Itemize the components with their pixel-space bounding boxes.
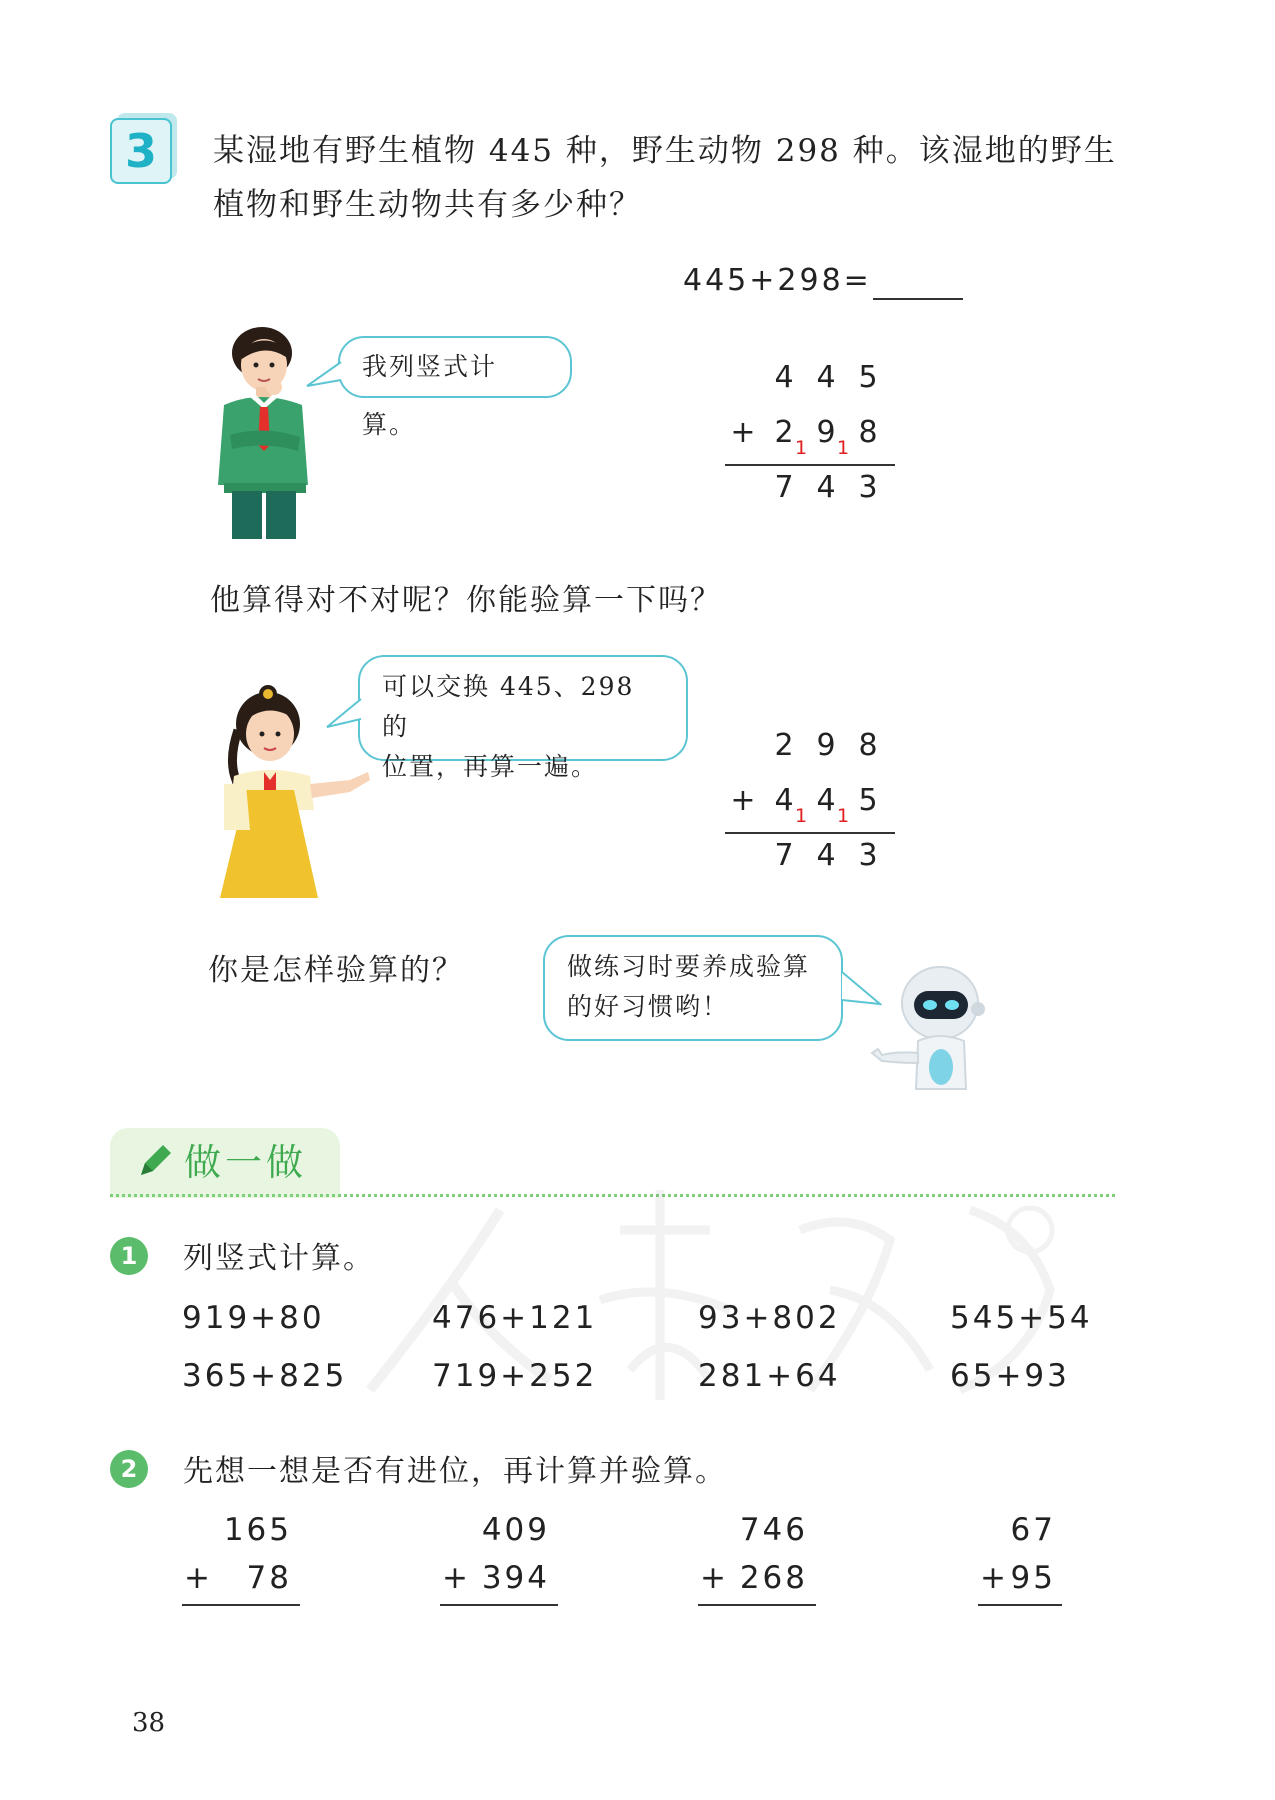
plus-sign: + [730, 415, 756, 450]
robot-bubble-line1: 做练习时要养成验算 [567, 952, 811, 981]
calc-problem: 719+252 [432, 1358, 598, 1394]
sum-line [182, 1604, 300, 1606]
calc-problem: 93+802 [698, 1300, 841, 1336]
calc-problem: 476+121 [432, 1300, 598, 1336]
girl-bubble-line2: 位置，再算一遍。 [382, 752, 599, 781]
vertical-calc-2 [730, 728, 890, 878]
vertical-problem [182, 1512, 300, 1612]
digit: 5 [858, 360, 878, 395]
plus-sign: + [700, 1560, 729, 1596]
sum-line [440, 1604, 558, 1606]
carry-mark: 1 [836, 805, 850, 827]
digit: 7 [774, 470, 794, 505]
plus-sign: + [980, 1560, 1009, 1596]
question-verify: 他算得对不对呢？你能验算一下吗？ [210, 583, 722, 618]
item-number-2: 2 [110, 1450, 148, 1488]
problem-number-badge: 3 [110, 118, 172, 184]
calc-problem: 281+64 [698, 1358, 841, 1394]
vertical-problem [978, 1512, 1062, 1612]
digit: 5 [858, 783, 878, 818]
boy-speech-bubble [338, 336, 572, 439]
girl-speech-bubble [358, 655, 688, 781]
boy-illustration [210, 325, 320, 540]
robot-speech-bubble [543, 935, 843, 1041]
digit: 2 [774, 728, 794, 763]
digit: 4 [774, 360, 794, 395]
equation: 445+298= [683, 263, 872, 298]
digit: 8 [858, 728, 878, 763]
addend-bottom: 268 [739, 1560, 808, 1596]
plus-sign: + [184, 1560, 213, 1596]
calc-problem: 365+825 [182, 1358, 348, 1394]
digit: 2 [774, 415, 794, 450]
practice-title: 做一做 [184, 1141, 307, 1184]
digit: 4 [816, 470, 836, 505]
item-number-1: 1 [110, 1237, 148, 1275]
pencil-icon [135, 1141, 175, 1181]
bubble-tail [305, 360, 343, 390]
addend-bottom: 95 [1010, 1560, 1056, 1596]
addend-bottom: 394 [481, 1560, 550, 1596]
sum-line [698, 1604, 816, 1606]
item-1-instruction: 列竖式计算。 [183, 1241, 375, 1276]
plus-sign: + [442, 1560, 471, 1596]
sum-line [725, 832, 895, 834]
bubble-tail [325, 695, 363, 731]
boy-bubble-text: 我列竖式计算。 [362, 352, 498, 439]
addend-top: 409 [481, 1512, 550, 1548]
page-number: 38 [132, 1708, 166, 1738]
digit: 4 [816, 783, 836, 818]
addend-top: 165 [223, 1512, 292, 1548]
carry-mark: 1 [794, 437, 808, 459]
addend-top: 746 [739, 1512, 808, 1548]
digit: 3 [858, 838, 878, 873]
calc-problem: 65+93 [950, 1358, 1070, 1394]
carry-mark: 1 [794, 805, 808, 827]
item-2-instruction: 先想一想是否有进位，再计算并验算。 [183, 1454, 727, 1489]
digit: 3 [858, 470, 878, 505]
calc-problem: 919+80 [182, 1300, 325, 1336]
question-how: 你是怎样验算的？ [208, 953, 464, 988]
digit: 8 [858, 415, 878, 450]
plus-sign: + [730, 783, 756, 818]
problem-text: 某湿地有野生植物 445 种，野生动物 298 种。该湿地的野生植物和野生动物共有多少种？ [213, 133, 1117, 223]
answer-blank [873, 298, 963, 300]
robot-illustration [868, 965, 993, 1095]
sum-line [725, 464, 895, 466]
girl-bubble-line1: 可以交换 445、298 的 [382, 672, 635, 741]
digit: 4 [816, 360, 836, 395]
digit: 9 [816, 415, 836, 450]
digit: 4 [774, 783, 794, 818]
sum-line [978, 1604, 1062, 1606]
vertical-problem [440, 1512, 558, 1612]
digit: 9 [816, 728, 836, 763]
addend-top: 67 [1010, 1512, 1056, 1548]
calc-problem: 545+54 [950, 1300, 1093, 1336]
carry-mark: 1 [836, 437, 850, 459]
vertical-calc-1 [730, 360, 890, 510]
robot-bubble-line2: 的好习惯哟！ [567, 992, 730, 1021]
digit: 4 [816, 838, 836, 873]
digit: 7 [774, 838, 794, 873]
addend-bottom: 78 [246, 1560, 292, 1596]
vertical-problem [698, 1512, 816, 1612]
